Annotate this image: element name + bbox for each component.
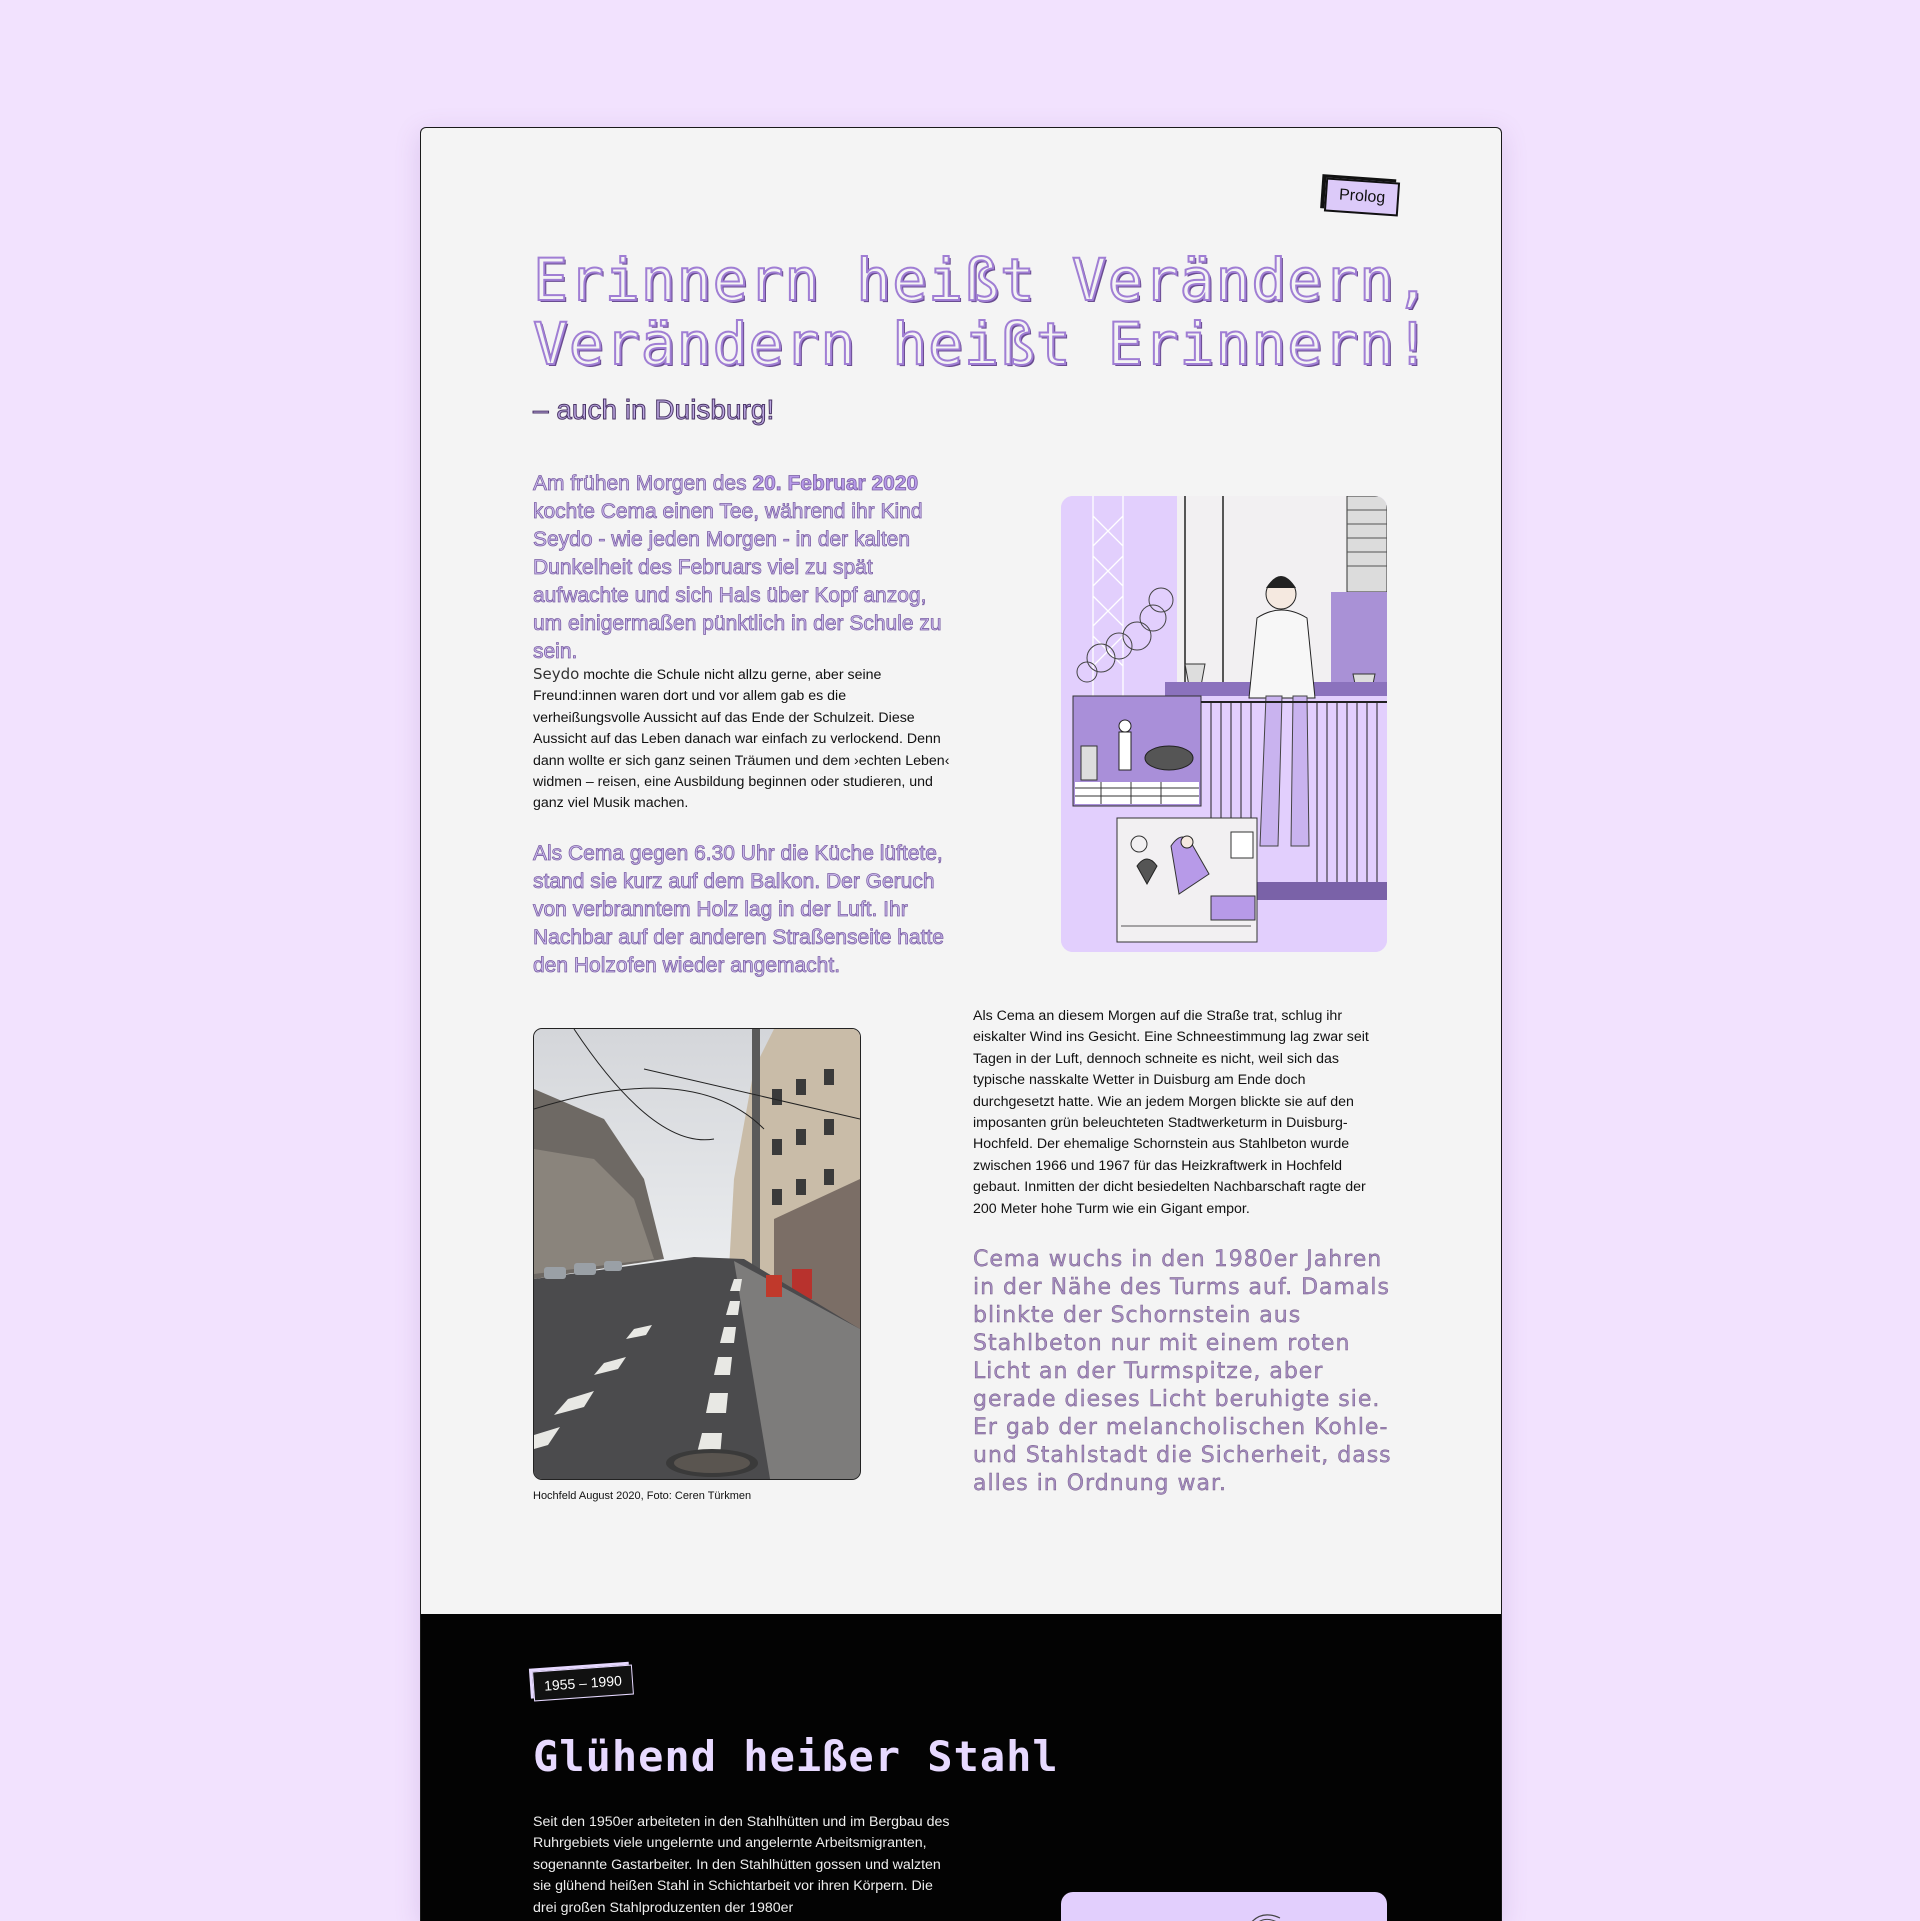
body-paragraph-2: Als Cema an diesem Morgen auf die Straße trat, schlug ihr eiskalter Wind ins Gesicht. Eine Schneestimmung lag zwar seit Tagen in der Luft, dennoch schneite es nicht, weil sich das typische nasskalte Wetter in Duisburg am Ende doch durchgesetzt hatte. Wie an jedem Morgen blickte sie auf den imposanten grün beleuchteten Stadtwerketurm in Duisburg-Hochfeld. Der ehemalige Schornstein aus Stahlbeton wurde zwischen 1966 und 1967 für das Heizkraftwerk in Hochfeld gebaut. Inmitten der dicht besiedelten Nachbarschaft ragte der 200 Meter hohe Turm wie ein Gigant empor. — [973, 1008, 1369, 1217]
page-headline — [533, 248, 1433, 376]
story-card — [420, 127, 1502, 1921]
headline-line-2: Verändern heißt Erinnern! — [533, 310, 1431, 378]
lead-paragraph-1 — [533, 470, 953, 666]
body-paragraph-1 — [533, 664, 953, 815]
chapter-title: Glühend heißer Stahl — [533, 1732, 1059, 1781]
balcony-illustration-art — [1061, 496, 1387, 952]
lead-paragraph-2: Als Cema gegen 6.30 Uhr die Küche lüftete, stand sie kurz auf dem Balkon. Der Geruch von verbranntem Holz lag in der Luft. Ihr Nachbar auf der anderen Straßenseite hatte den Holzofen wieder angemacht. — [533, 842, 944, 977]
chapter-illustration-art — [1061, 1892, 1387, 1921]
body-1-name: Seydo — [533, 665, 580, 683]
prolog-tag: Prolog — [1324, 177, 1400, 216]
chapter-year-tag: 1955 – 1990 — [532, 1665, 634, 1702]
body-1-rest: mochte die Schule nicht allzu gerne, aber seine Freund:innen waren dort und vor allem gab es die verheißungsvolle Aussicht auf das Ende der Schulzeit. Diese Aussicht auf das Leben danach war einfach zu verlockend. Denn dann wollte er sich ganz seinen Träumen und dem ›echten Leben‹ widmen – reisen, eine Ausbildung beginnen oder studieren, und ganz viel Musik machen. — [533, 667, 950, 812]
balcony-illustration — [1061, 496, 1387, 952]
page-subline: – auch in Duisburg! — [533, 394, 775, 425]
photo-caption: Hochfeld August 2020, Foto: Ceren Türkmen — [533, 1490, 752, 1502]
lead-1-rest: kochte Cema einen Tee, während ihr Kind Seydo - wie jeden Morgen - in der kalten Dunkelheit des Februars viel zu spät aufwachte und sich Hals über Kopf anzog, um einigermaßen pünktlich in der Schule zu sein. — [533, 500, 942, 663]
chapter-illustration — [1061, 1892, 1387, 1921]
chapter-intro-text: Seit den 1950er arbeiteten in den Stahlhütten und im Bergbau des Ruhrgebiets viele ungelernte und angelernte Arbeitsmigranten, sogenannte Gastarbeiter. In den Stahlhütten gossen und walzten sie glühend heißen Stahl in Schichtarbeit vor ihren Körpern. Die drei großen Stahlproduzenten der 1980er — [533, 1814, 950, 1916]
lead-1-intro: Am frühen Morgen des — [533, 472, 747, 495]
lead-1-date: 20. Februar 2020 — [752, 472, 919, 495]
chapter-section-dark — [421, 1614, 1501, 1921]
pull-quote: Cema wuchs in den 1980er Jahren in der Nähe des Turms auf. Damals blinkte der Schornstein aus Stahlbeton nur mit einem roten Licht an der Turmspitze, aber gerade dieses Licht beruhigte sie. Er gab der melancholischen Kohle- und Stahlstadt die Sicherheit, dass alles in Ordnung war. — [973, 1247, 1392, 1496]
street-photo — [533, 1028, 861, 1480]
street-photo-image — [534, 1029, 860, 1479]
headline-line-1: Erinnern heißt Verändern, — [533, 246, 1431, 314]
